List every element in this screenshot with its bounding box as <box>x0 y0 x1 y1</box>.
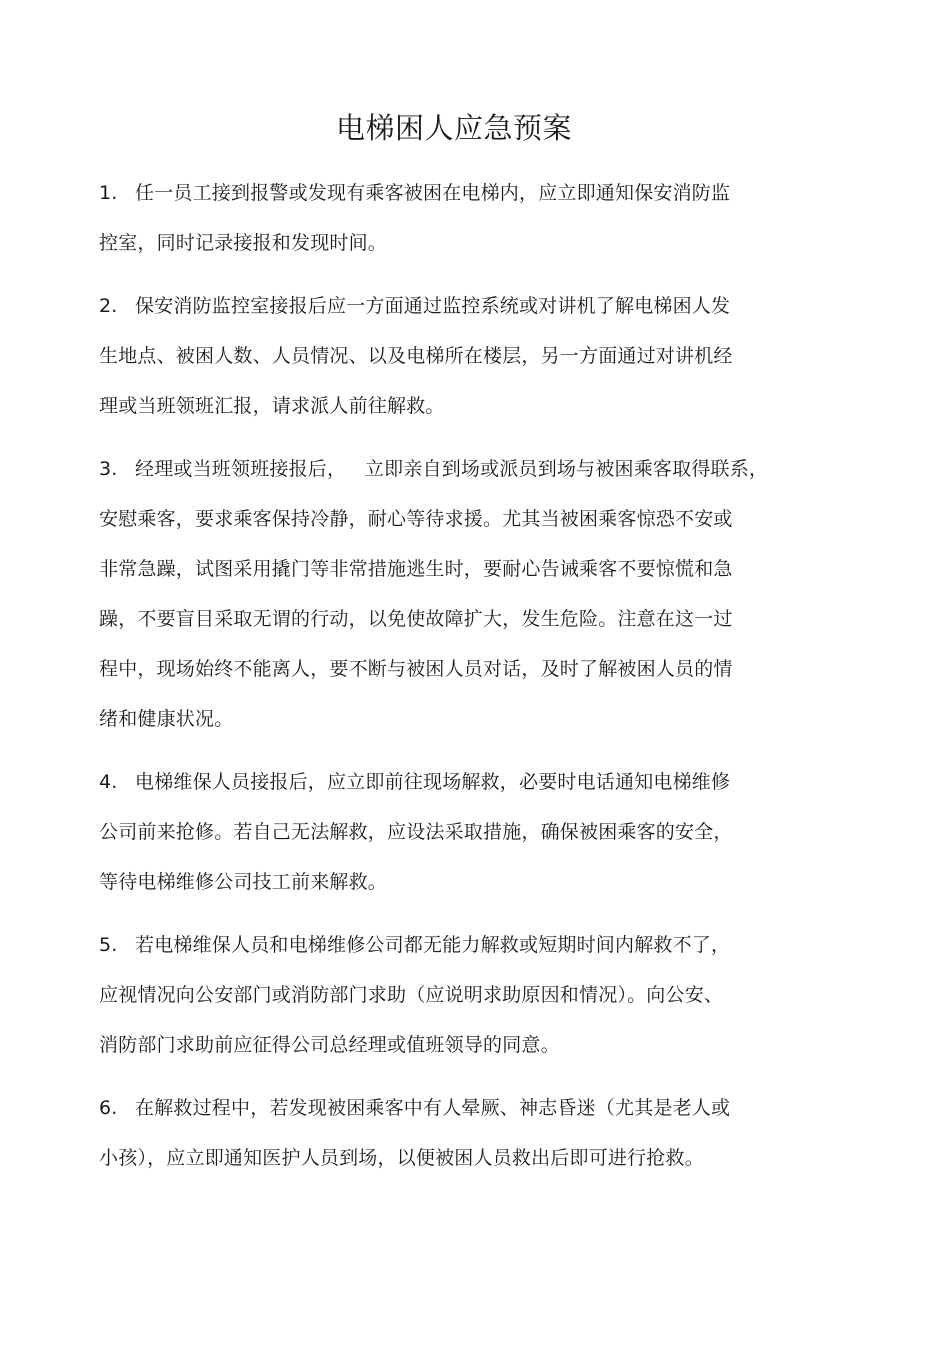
item-line <box>99 168 819 218</box>
item-line: 程中，现场始终不能离人，要不断与被困人员对话，及时了解被困人员的情 <box>99 658 733 680</box>
document-title: 电梯困人应急预案 <box>335 111 572 145</box>
procedure-item-6 <box>99 1083 819 1183</box>
item-line <box>99 920 819 970</box>
item-line: 控室，同时记录接报和发现时间。 <box>99 232 388 254</box>
item-text: 经理或当班领班接报后， 立即亲自到场或派员到场与被困乘客取得联系， <box>135 458 769 480</box>
item-line: 非常急躁，试图采用撬门等非常措施逃生时，要耐心告诫乘客不要惊慌和急 <box>99 558 733 580</box>
item-number: 3. <box>99 458 118 480</box>
item-line: 安慰乘客，要求乘客保持冷静，耐心等待求援。尤其当被困乘客惊恐不安或 <box>99 508 733 530</box>
item-line <box>99 281 819 331</box>
procedure-item-5 <box>99 920 819 1070</box>
item-number: 6. <box>99 1097 118 1119</box>
item-line: 消防部门求助前应征得公司总经理或值班领导的同意。 <box>99 1034 560 1056</box>
item-text: 任一员工接到报警或发现有乘客被困在电梯内，应立即通知保安消防监 <box>135 182 731 204</box>
procedure-item-1 <box>99 168 819 268</box>
procedure-item-4 <box>99 757 819 907</box>
item-number: 5. <box>99 934 118 956</box>
item-text: 在解救过程中，若发现被困乘客中有人晕厥、神志昏迷（尤其是老人或 <box>135 1097 731 1119</box>
item-line: 生地点、被困人数、人员情况、以及电梯所在楼层，另一方面通过对讲机经 <box>99 345 733 367</box>
item-number: 1. <box>99 182 118 204</box>
item-line: 理或当班领班汇报，请求派人前往解救。 <box>99 395 445 417</box>
item-text: 保安消防监控室接报后应一方面通过监控系统或对讲机了解电梯困人发 <box>135 295 731 317</box>
item-text: 电梯维保人员接报后，应立即前往现场解救，必要时电话通知电梯维修 <box>135 771 731 793</box>
item-line: 躁，不要盲目采取无谓的行动，以免使故障扩大，发生危险。注意在这一过 <box>99 608 733 630</box>
item-line <box>99 757 819 807</box>
item-line <box>99 444 819 494</box>
procedure-item-3 <box>99 444 819 744</box>
item-line: 应视情况向公安部门或消防部门求助（应说明求助原因和情况）。向公安、 <box>99 984 724 1006</box>
item-text: 若电梯维保人员和电梯维修公司都无能力解救或短期时间内解救不了， <box>135 934 731 956</box>
item-line <box>99 1083 819 1133</box>
procedure-list <box>99 168 819 1196</box>
procedure-item-2 <box>99 281 819 431</box>
item-line: 公司前来抢修。若自己无法解救，应设法采取措施，确保被困乘客的安全， <box>99 821 733 843</box>
item-line: 绪和健康状况。 <box>99 708 234 730</box>
item-line: 小孩），应立即通知医护人员到场，以便被困人员救出后即可进行抢救。 <box>99 1147 704 1169</box>
item-number: 2. <box>99 295 118 317</box>
item-number: 4. <box>99 771 118 793</box>
item-line: 等待电梯维修公司技工前来解救。 <box>99 871 388 893</box>
